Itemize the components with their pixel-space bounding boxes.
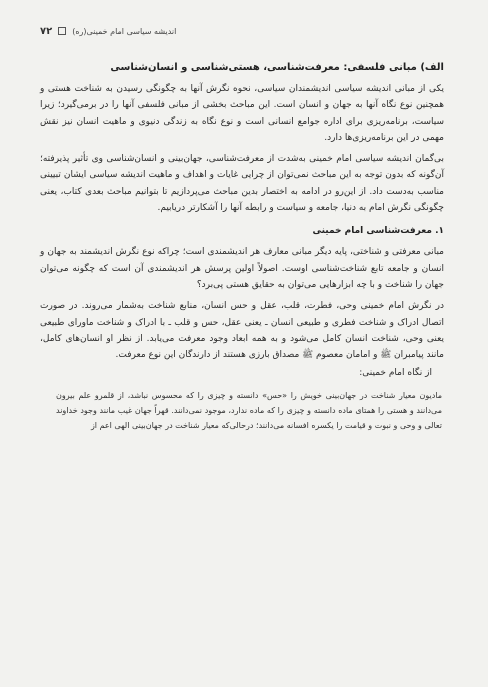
paragraph: در نگرش امام خمینی وحی، فطرت، قلب، عقل و حس انسان، منابع شناخت به‌شمار می‌روند. در صورت اتصال ادراک و شناخت فطری و طبیعی انسان ـ یعنی عقل، حس و قلب ـ با ادراک و شناخت ماورای طبیعی یعنی وحی، شناخت انسان کامل می‌شود و به همه ابعاد وجود معرفت می‌یابد. از نظر او انسان‌های کامل، مانند پیامبران ﷺ و امامان معصوم ﷺ مصداق بارزی هستند از دارندگان این نوع معرفت. [40,301,444,361]
paragraph: یکی از مبانی اندیشه سیاسی اندیشمندان سیاسی، نحوه نگرش آنها به چگونگی رسیدن به شناخت هستی و همچنین نوع نگاه آنها به جهان و انسان است. این مباحث بخشی از مبانی فلسفی آنها را در برمی‌گیرد؛ زیرا سیاست، برنامه‌ریزی برای اداره جوامع انسانی است و نوع نگاه به زندگی دنیوی و ماهیت انسان نیز نقش مهمی در این برنامه‌ریزی‌ها دارد. [40,84,444,143]
paragraph: بی‌گمان اندیشه سیاسی امام خمینی به‌شدت از معرفت‌شناسی، جهان‌بینی و انسان‌شناسی وی تأثیر پذیرفته؛ آن‌گونه که بدون توجه به این مباحث نمی‌توان از چرایی غایات و اهداف و ماهیت اندیشه سیاسی ایشان تبیینی مناسب به‌دست داد. از این‌رو در ادامه به اختصار بدین مباحث می‌پردازیم تا بتوانیم مباحث بعدی کتاب، یعنی چگونگی نگرش امام به دنیا، جامعه و سیاست و رابطه آنها را آشکارتر دریابیم. [40,154,444,214]
square-bullet-icon [58,27,66,35]
section-heading-a: الف) مبانی فلسفی: معرفت‌شناسی، هستی‌شناسی و انسان‌شناسی [110,62,444,73]
paragraph: مبانی معرفتی و شناختی، پایه دیگر مبانی معارف هر اندیشمندی است؛ چراکه نوع نگرش اندیشمند به جهان و انسان و جامعه تابع شناخت‌شناسی اوست. اصولاً اولین پرسش هر اندیشمندی آن است که چگونه می‌توان جهان را شناخت و با چه ابزارهایی می‌توان به حقایق هستی پی‌برد؟ [40,247,444,290]
page-header [40,24,448,38]
quote-intro: از نگاه امام خمینی: [359,368,432,379]
page-body [40,62,444,433]
section-heading-1: ۱. معرفت‌شناسی امام خمینی [312,226,444,237]
running-title: اندیشه سیاسی امام خمینی(ره) [72,26,177,36]
page-number: ۷۲ [40,25,53,37]
block-quote: مادیون معیار شناخت در جهان‌بینی خویش را «حس» دانسته و چیزی را که محسوس نباشد، از قلمرو علم بیرون می‌دانند و هستی را همتای ماده دانسته و چیزی را که ماده ندارد، موجود نمی‌دانند. قهراً جهان غیب مانند وجود خداوند تعالی و وحی و نبوت و قیامت را یکسره افسانه می‌دانند؛ درحالی‌که معیار شناخت در جهان‌بینی الهی اعم از [56,391,442,431]
